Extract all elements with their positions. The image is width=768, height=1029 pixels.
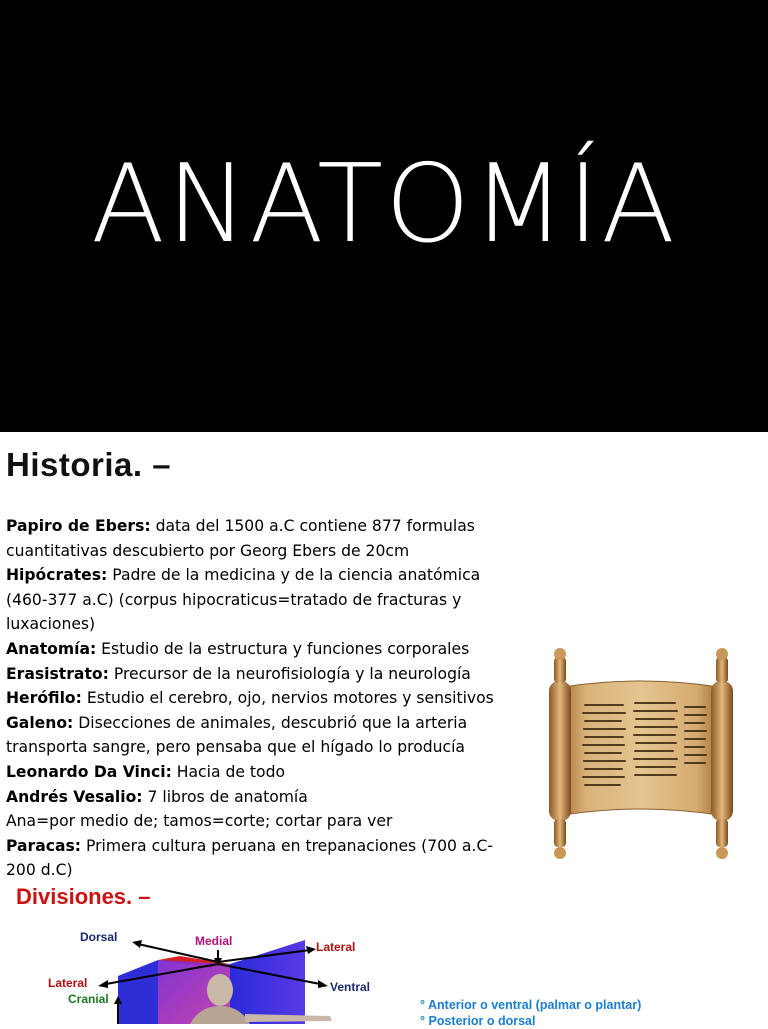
entry-term: Hipócrates: [6,566,108,585]
entry-text: data del 1500 a.C contiene 877 formulas cuantitativas descubierto por Georg Ebers de 20cm [6,517,475,560]
list-item [6,637,518,662]
label-medial: Medial [195,934,233,948]
divisiones-bullets [420,997,641,1029]
label-cranial: Cranial [68,992,109,1006]
list-item [6,686,518,711]
entry-term: Anatomía: [6,639,97,658]
entry-term: Andrés Vesalio: [6,787,143,806]
divisiones-heading: Divisiones. – [16,884,151,909]
entry-text: Primera cultura peruana en trepanaciones (700 a.C-200 d.C) [6,836,493,880]
entry-term: Paracas: [6,836,82,855]
entry-term: Galeno: [6,713,74,732]
list-item [6,662,518,687]
entry-text: Hacia de todo [171,762,286,781]
label-lateral-left: Lateral [48,976,88,990]
list-item: ° Posterior o dorsal [420,1013,641,1029]
list-item [6,514,518,563]
title-banner [0,0,768,432]
list-item [6,809,518,834]
label-lateral-right: Lateral [316,940,356,954]
scroll-image [535,645,747,863]
entry-text: Ana=por medio de; tamos=corte; cortar para ver [6,812,393,831]
scroll-illustration [535,645,747,863]
entry-term: Erasistrato: [6,664,109,683]
list-item: ° Anterior o ventral (palmar o plantar) [420,997,641,1013]
historia-heading: Historia. – [6,446,172,483]
list-item [6,563,518,637]
label-ventral: Ventral [330,980,371,994]
entry-term: Leonardo Da Vinci: [6,762,172,781]
page-title: ANATOMÍA [90,142,678,267]
entry-term: Herófilo: [6,689,82,708]
entry-text: Precursor de la neurofisiología y la neurología [108,664,471,683]
entry-text: Estudio el cerebro, ojo, nervios motores y sensitivos [81,689,494,708]
entry-text: Estudio de la estructura y funciones corporales [96,639,470,658]
entry-text: Padre de la medicina y de la ciencia anatómica (460-377 a.C) (corpus hipocraticus=tratado de fracturas y luxaciones) [6,566,481,634]
label-dorsal: Dorsal [80,930,118,944]
list-item [6,711,518,760]
list-item [6,834,518,883]
list-item [6,785,518,810]
historia-list [6,514,518,883]
entry-text: Disecciones de animales, descubrió que la arteria transporta sangre, pero pensaba que el hígado lo producía [6,713,468,757]
entry-text: 7 libros de anatomía [142,787,308,806]
list-item [6,760,518,785]
entry-term: Papiro de Ebers: [6,517,151,535]
anatomical-planes-diagram [40,920,400,1024]
